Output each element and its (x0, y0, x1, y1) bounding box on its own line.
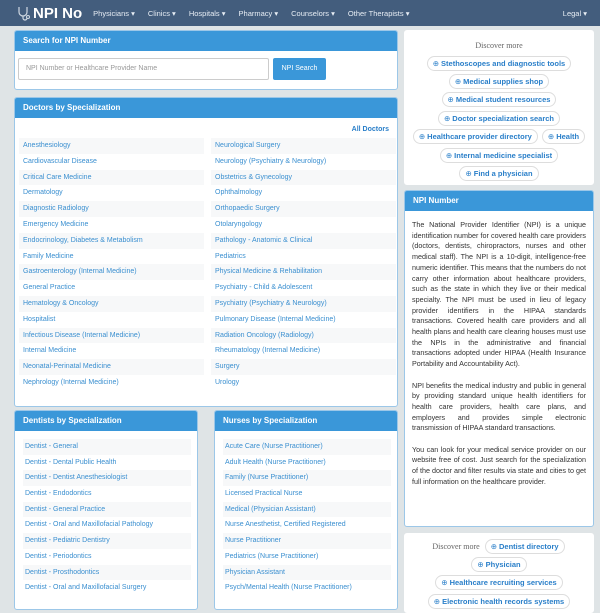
specialization-link[interactable]: Orthopaedic Surgery (211, 201, 396, 217)
discover-link[interactable] (438, 111, 560, 126)
search-title: Search for NPI Number (15, 31, 397, 51)
discover-link-label: Physician (485, 560, 521, 570)
npi-info-title: NPI Number (405, 191, 593, 211)
specialization-link[interactable]: Acute Care (Nurse Practitioner) (223, 439, 391, 455)
specialization-link[interactable]: Critical Care Medicine (19, 170, 204, 186)
discover-link-label: Healthcare recruiting services (449, 578, 557, 588)
npi-search-button[interactable]: NPI Search (273, 58, 326, 80)
navbar (0, 0, 600, 26)
nurses-panel (214, 410, 398, 610)
doctors-panel (14, 97, 398, 407)
specialization-link[interactable]: Hematology & Oncology (19, 296, 204, 312)
plus-circle-icon: ⊕ (418, 132, 426, 142)
specialization-link[interactable]: Infectious Disease (Internal Medicine) (19, 328, 204, 344)
doctors-list-left (19, 138, 204, 391)
specialization-link[interactable]: Nurse Anesthetist, Certified Registered (225, 521, 346, 529)
dentists-panel (14, 410, 198, 610)
plus-circle-icon: ⊕ (547, 132, 555, 142)
specialization-link[interactable]: Ophthalmology (215, 189, 263, 197)
specialization-link[interactable]: Pediatrics (Nurse Practitioner) (225, 552, 319, 560)
nav-pharmacy[interactable]: Pharmacy ▾ (238, 8, 279, 18)
specialization-link[interactable]: Neurology (Psychiatry & Neurology) (215, 157, 327, 165)
search-panel (14, 30, 398, 90)
specialization-link[interactable]: Dentist - Dental Public Health (25, 458, 117, 466)
specialization-link[interactable]: Psych/Mental Health (Nurse Practitioner) (225, 584, 352, 592)
plus-circle-icon: ⊕ (444, 113, 451, 123)
npi-paragraph: You can look for your medical service provider on our website free of cost. Just search for the specialization of the doctor and filter results via state and cities to get full information on the healthcare provider. (412, 444, 586, 486)
specialization-link[interactable]: Pulmonary Disease (Internal Medicine) (215, 315, 336, 323)
specialization-link[interactable]: Psychiatry (Psychiatry & Neurology) (211, 296, 396, 312)
discover-more-panel-2 (404, 533, 594, 613)
specialization-link[interactable]: Pediatrics (215, 252, 246, 260)
discover-link[interactable] (449, 74, 549, 89)
specialization-link[interactable]: General Practice (23, 284, 76, 292)
specialization-link[interactable]: Physician Assistant (223, 565, 391, 581)
discover-link[interactable] (440, 148, 558, 163)
discover-link[interactable] (542, 129, 585, 144)
npi-info-panel (404, 190, 594, 527)
specialization-link[interactable]: Endocrinology, Diabetes & Metabolism (19, 233, 204, 249)
discover-link[interactable] (471, 557, 526, 572)
specialization-link[interactable]: Obstetrics & Gynecology (211, 170, 396, 186)
dentists-list (23, 439, 191, 596)
discover-link-label: Medical supplies shop (463, 77, 544, 87)
nurses-title: Nurses by Specialization (215, 411, 397, 431)
discover-link-label: Electronic health records systems (442, 596, 565, 606)
discover-link-label: Doctor specialization search (452, 113, 554, 123)
plus-circle-icon: ⊕ (445, 150, 453, 160)
discover-link[interactable] (442, 92, 557, 107)
discover-more-panel (404, 30, 594, 185)
plus-circle-icon: ⊕ (465, 168, 472, 178)
plus-circle-icon: ⊕ (477, 560, 484, 570)
brand-name: NPI No (33, 4, 83, 22)
nav-other-therapists[interactable]: Other Therapists ▾ (347, 8, 410, 18)
doctors-title: Doctors by Specialization (15, 98, 397, 118)
discover-link-label: Medical student resources (455, 95, 551, 105)
specialization-link[interactable]: Nephrology (Internal Medicine) (23, 378, 119, 386)
brand-logo[interactable] (16, 5, 82, 22)
specialization-link[interactable]: Emergency Medicine (23, 220, 89, 228)
discover-link[interactable] (485, 539, 565, 554)
discover-link-label: Internal medicine specialist (454, 150, 553, 160)
doctors-list-right (211, 138, 396, 391)
specialization-link[interactable]: Neurological Surgery (211, 138, 396, 154)
plus-circle-icon: ⊕ (454, 77, 462, 87)
specialization-link[interactable]: Dentist - Dentist Anesthesiologist (23, 470, 191, 486)
discover-link[interactable] (428, 594, 570, 609)
discover-link-label: Find a physician (473, 168, 533, 178)
specialization-link[interactable]: Dentist - Periodontics (25, 552, 92, 560)
specialization-link[interactable]: Dentist - Prosthodontics (23, 565, 191, 581)
plus-circle-icon: ⊕ (490, 541, 497, 551)
discover-title: Discover more (432, 541, 480, 551)
specialization-link[interactable]: Surgery (211, 359, 396, 375)
nav-physicians[interactable]: Physicians ▾ (93, 8, 135, 18)
plus-circle-icon: ⊕ (432, 58, 440, 68)
all-doctors-link[interactable]: All Doctors (351, 126, 389, 133)
specialization-link[interactable]: Cardiovascular Disease (23, 157, 97, 165)
specialization-link[interactable]: Urology (215, 378, 240, 386)
nav-clinics[interactable]: Clinics ▾ (147, 8, 176, 18)
stethoscope-icon (16, 5, 32, 21)
specialization-link[interactable]: Nurse Practitioner (223, 533, 391, 549)
specialization-link[interactable]: Family Medicine (23, 252, 74, 260)
specialization-link[interactable]: Anesthesiology (19, 138, 204, 154)
specialization-link[interactable]: Adult Health (Nurse Practitioner) (225, 458, 326, 466)
specialization-link[interactable]: Licensed Practical Nurse (225, 490, 303, 498)
specialization-link[interactable]: Dentist - Oral and Maxillofacial Surgery (25, 584, 147, 592)
specialization-link[interactable]: Radiation Oncology (Radiology) (211, 328, 396, 344)
specialization-link[interactable]: Physical Medicine & Rehabilitation (211, 264, 396, 280)
discover-link-label: Healthcare provider directory (427, 132, 532, 142)
specialization-link[interactable]: Medical (Physician Assistant) (223, 502, 391, 518)
discover-link[interactable] (413, 129, 538, 144)
npi-paragraph: The National Provider Identifier (NPI) is a unique identification number for covered health care providers (doctors, dentists, chiropractors, nurses and other medical staff). The NPI is a 10-digit, intelligence-free numeric identifier. This means that the numbers do not carry other information about healthcare providers, such as the state in which they live or their medical specialty. The NPI must be used in lieu of legacy provider identifiers in the HIPAA standards transactions. Covered health care providers and all health plans and health care clearing houses must use the NPIs in the administrative and financial transactions adopted under HIPAA (Health Insurance Portability and Accountability Act). (412, 220, 586, 369)
discover-link-label: Stethoscopes and diagnostic tools (441, 58, 566, 68)
specialization-link[interactable]: Rheumatology (Internal Medicine) (215, 347, 321, 355)
nav-counselors[interactable]: Counselors ▾ (291, 8, 335, 18)
specialization-link[interactable]: Dentist - General (23, 439, 191, 455)
plus-circle-icon: ⊕ (441, 578, 448, 588)
discover-link[interactable] (435, 575, 562, 590)
specialization-link[interactable]: Neonatal-Perinatal Medicine (19, 359, 204, 375)
specialization-link[interactable]: Dentist - Oral and Maxillofacial Pathology (25, 521, 154, 529)
specialization-link[interactable]: Diagnostic Radiology (19, 201, 204, 217)
specialization-link[interactable]: Pathology - Anatomic & Clinical (211, 233, 396, 249)
specialization-link[interactable]: Psychiatry - Child & Adolescent (215, 284, 313, 292)
nurses-list (223, 439, 391, 596)
specialization-link[interactable]: Dentist - Endodontics (25, 490, 92, 498)
specialization-link[interactable]: Gastroenterology (Internal Medicine) (19, 264, 204, 280)
nav-hospitals[interactable]: Hospitals ▾ (188, 8, 226, 18)
discover-title: Discover more (475, 41, 523, 50)
discover-link[interactable] (427, 56, 571, 71)
specialization-link[interactable]: Internal Medicine (23, 347, 77, 355)
specialization-link[interactable]: Dentist - General Practice (23, 502, 191, 518)
specialization-link[interactable]: Hospitalist (23, 315, 56, 323)
discover-link-label: Dentist directory (499, 541, 559, 551)
dentists-title: Dentists by Specialization (15, 411, 197, 431)
specialization-link[interactable]: Dentist - Pediatric Dentistry (23, 533, 191, 549)
discover-link-label: Health (556, 132, 580, 142)
plus-circle-icon: ⊕ (433, 596, 441, 606)
npi-paragraph: NPI benefits the medical industry and public in general by providing standard unique health identifiers for health care providers, health care plans, and employers and provides simple electronic transmission of HIPAA standard transactions. (412, 380, 586, 433)
plus-circle-icon: ⊕ (447, 95, 454, 105)
specialization-link[interactable]: Dermatology (23, 189, 63, 197)
specialization-link[interactable]: Otolaryngology (215, 220, 263, 228)
search-input[interactable]: NPI Number or Healthcare Provider Name (18, 58, 269, 80)
nav-legal[interactable]: Legal ▾ (562, 8, 587, 18)
specialization-link[interactable]: Family (Nurse Practitioner) (223, 470, 391, 486)
discover-link[interactable] (459, 166, 538, 181)
